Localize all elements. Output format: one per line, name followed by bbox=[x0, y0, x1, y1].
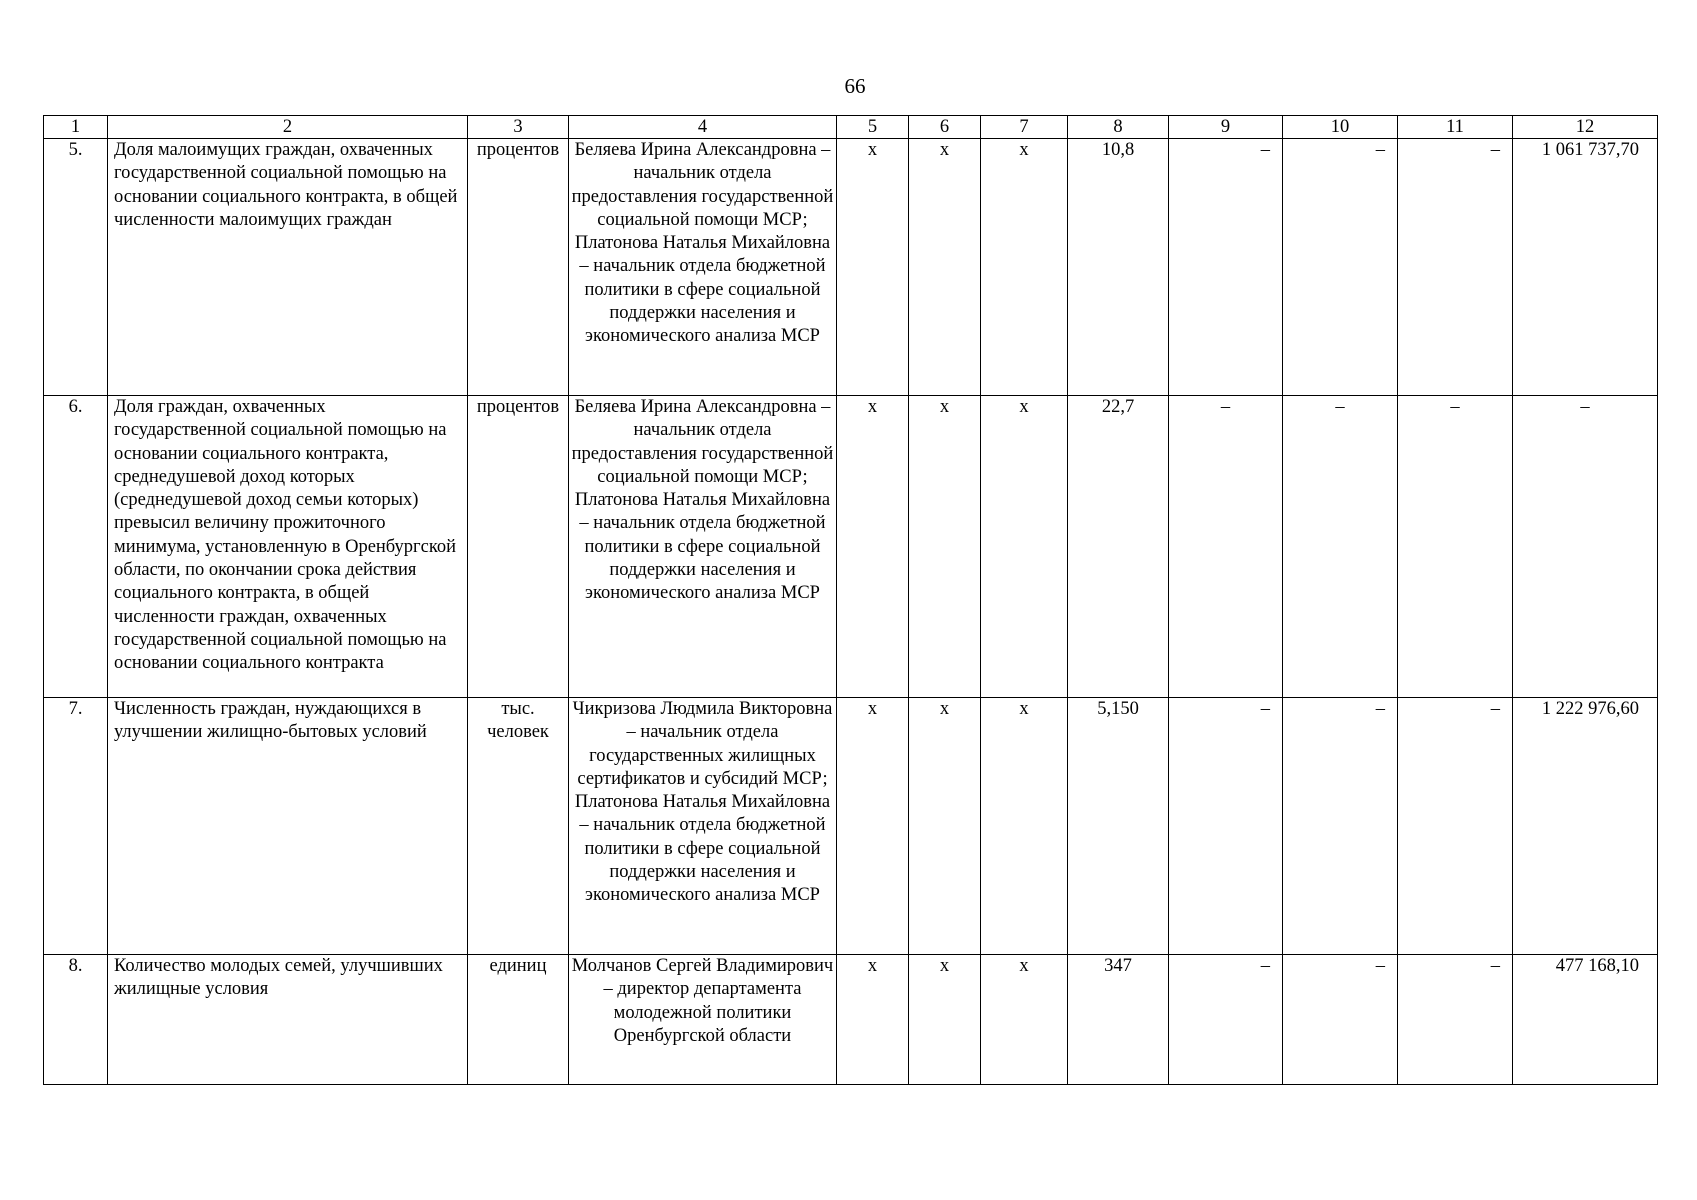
cell-col6: х bbox=[909, 396, 981, 698]
cell-col10: – bbox=[1283, 698, 1398, 955]
column-number: 9 bbox=[1169, 116, 1283, 139]
funding-amount: – bbox=[1513, 396, 1658, 698]
page-number: 66 bbox=[844, 74, 866, 98]
column-number: 5 bbox=[837, 116, 909, 139]
unit-of-measure: процентов bbox=[468, 396, 569, 698]
indicators-table bbox=[43, 115, 1658, 1085]
unit-of-measure: тыс. человек bbox=[468, 698, 569, 955]
responsible-person: Беляева Ирина Александровна – начальник отдела предоставления государственной социальной помощи МСР; Платонова Наталья Михайловна – начальник отдела бюджетной политики в сфере социальной поддержки населения и экономического анализа МСР bbox=[569, 139, 837, 396]
indicator-name: Численность граждан, нуждающихся в улучшении жилищно-бытовых условий bbox=[108, 698, 468, 955]
cell-col11: – bbox=[1398, 396, 1513, 698]
column-number: 4 bbox=[569, 116, 837, 139]
cell-col11: – bbox=[1398, 955, 1513, 1085]
cell-col7: х bbox=[981, 396, 1068, 698]
cell-col7: х bbox=[981, 139, 1068, 396]
table-row bbox=[44, 955, 1658, 1085]
row-number: 6. bbox=[44, 396, 108, 698]
indicator-value: 347 bbox=[1068, 955, 1169, 1085]
indicator-name: Количество молодых семей, улучшивших жилищные условия bbox=[108, 955, 468, 1085]
column-number: 7 bbox=[981, 116, 1068, 139]
cell-col9: – bbox=[1169, 396, 1283, 698]
table-row bbox=[44, 396, 1658, 698]
indicator-value: 22,7 bbox=[1068, 396, 1169, 698]
cell-col6: х bbox=[909, 698, 981, 955]
column-number: 1 bbox=[44, 116, 108, 139]
unit-of-measure: единиц bbox=[468, 955, 569, 1085]
column-numbers-row bbox=[44, 116, 1658, 139]
funding-amount: 1 222 976,60 bbox=[1513, 698, 1658, 955]
column-number: 6 bbox=[909, 116, 981, 139]
cell-col11: – bbox=[1398, 139, 1513, 396]
row-number: 8. bbox=[44, 955, 108, 1085]
cell-col5: х bbox=[837, 139, 909, 396]
column-number: 10 bbox=[1283, 116, 1398, 139]
cell-col5: х bbox=[837, 955, 909, 1085]
cell-col6: х bbox=[909, 139, 981, 396]
column-number: 3 bbox=[468, 116, 569, 139]
cell-col6: х bbox=[909, 955, 981, 1085]
funding-amount: 1 061 737,70 bbox=[1513, 139, 1658, 396]
indicator-name: Доля малоимущих граждан, охваченных государственной социальной помощью на основании социального контракта, в общей численности малоимущих граждан bbox=[108, 139, 468, 396]
column-number: 2 bbox=[108, 116, 468, 139]
table-row bbox=[44, 698, 1658, 955]
column-number: 12 bbox=[1513, 116, 1658, 139]
responsible-person: Чикризова Людмила Викторовна – начальник отдела государственных жилищных сертификатов и субсидий МСР; Платонова Наталья Михайловна – начальник отдела бюджетной политики в сфере социальной поддержки населения и экономического анализа МСР bbox=[569, 698, 837, 955]
responsible-person: Беляева Ирина Александровна – начальник отдела предоставления государственной социальной помощи МСР; Платонова Наталья Михайловна – начальник отдела бюджетной политики в сфере социальной поддержки населения и экономического анализа МСР bbox=[569, 396, 837, 698]
unit-of-measure: процентов bbox=[468, 139, 569, 396]
column-number: 8 bbox=[1068, 116, 1169, 139]
indicator-name: Доля граждан, охваченных государственной социальной помощью на основании социального контракта, среднедушевой доход которых (среднедушевой доход семьи которых) превысил величину прожиточного минимума, установленную в Оренбургской области, по окончании срока действия социального контракта, в общей численности граждан, охваченных государственной социальной помощью на основании социального контракта bbox=[108, 396, 468, 698]
row-number: 7. bbox=[44, 698, 108, 955]
cell-col5: х bbox=[837, 396, 909, 698]
table-row bbox=[44, 139, 1658, 396]
cell-col9: – bbox=[1169, 955, 1283, 1085]
cell-col11: – bbox=[1398, 698, 1513, 955]
cell-col10: – bbox=[1283, 396, 1398, 698]
cell-col10: – bbox=[1283, 139, 1398, 396]
cell-col9: – bbox=[1169, 698, 1283, 955]
cell-col7: х bbox=[981, 955, 1068, 1085]
column-number: 11 bbox=[1398, 116, 1513, 139]
responsible-person: Молчанов Сергей Владимирович – директор департамента молодежной политики Оренбургской области bbox=[569, 955, 837, 1085]
indicator-value: 5,150 bbox=[1068, 698, 1169, 955]
cell-col5: х bbox=[837, 698, 909, 955]
cell-col10: – bbox=[1283, 955, 1398, 1085]
row-number: 5. bbox=[44, 139, 108, 396]
cell-col7: х bbox=[981, 698, 1068, 955]
cell-col9: – bbox=[1169, 139, 1283, 396]
indicator-value: 10,8 bbox=[1068, 139, 1169, 396]
funding-amount: 477 168,10 bbox=[1513, 955, 1658, 1085]
